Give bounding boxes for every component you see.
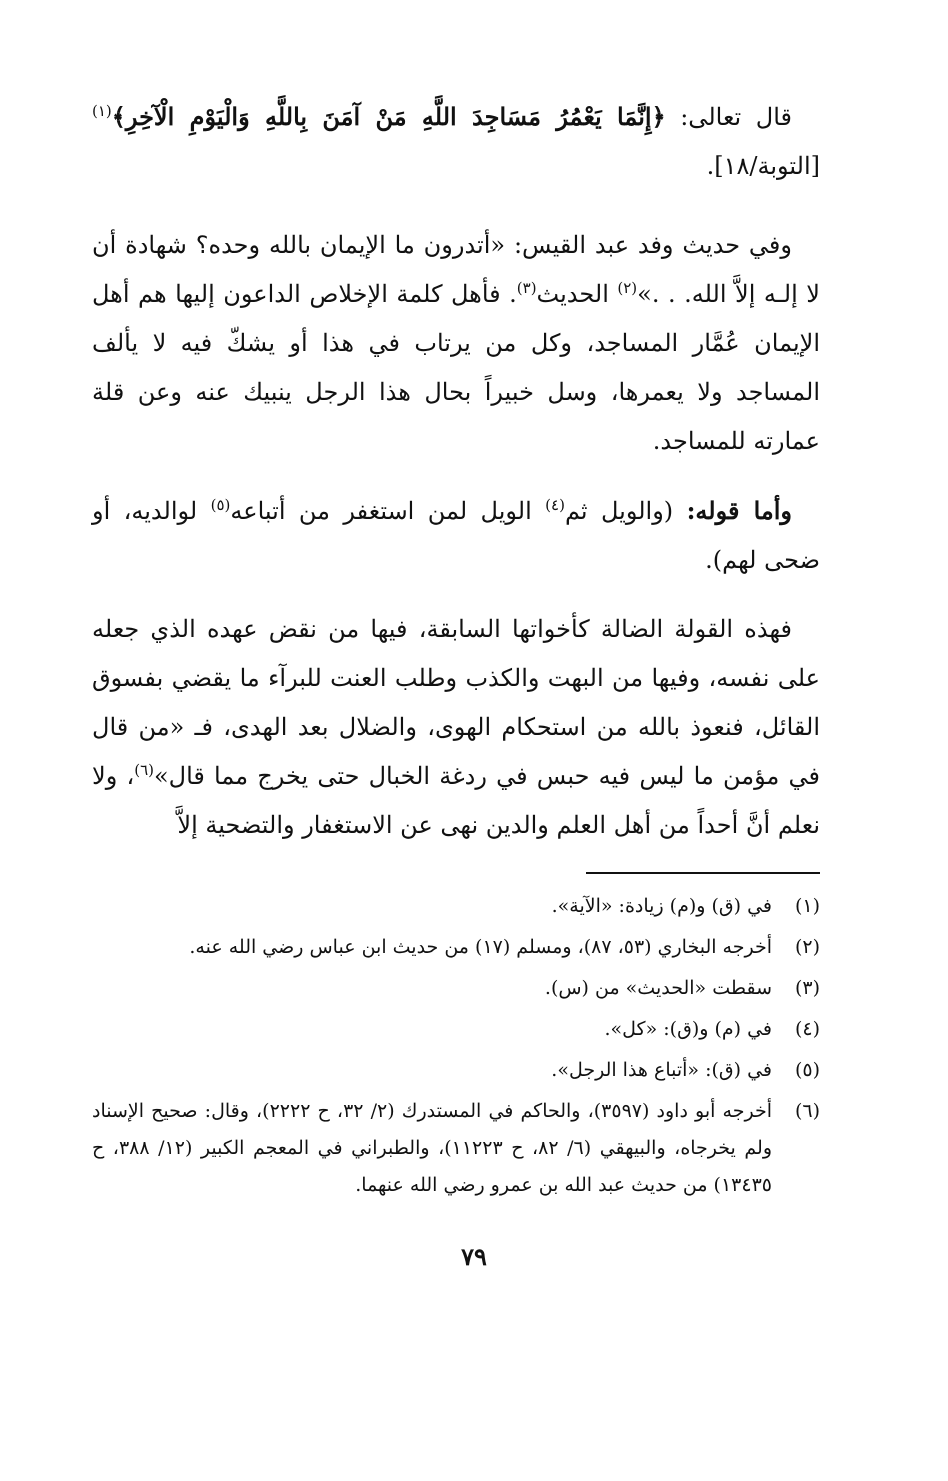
paragraph-text: (والويل ثم	[564, 497, 687, 525]
verse-reference: [التوبة/١٨].	[706, 152, 820, 180]
paragraph-quran-verse	[92, 92, 820, 191]
footnote-ref-3: (٣)	[516, 279, 537, 297]
footnote-item	[92, 929, 820, 966]
footnote-number: (٦)	[794, 1100, 820, 1122]
footnote-text: في (ق) و(م) زيادة: «الآية».	[551, 895, 772, 917]
footnote-number: (٥)	[794, 1059, 820, 1081]
footnote-item	[92, 888, 820, 925]
paragraph-lead: وأما قوله:	[686, 496, 793, 525]
paragraph-text: . فأهل كلمة الإخلاص الداعون إليها هم أهل الإيمان عُمَّار المساجد، وكل من يرتاب في هذا أو يشكّ فيه لا يألف المساجد ولا يعمرها، وسل خبيراً بحال هذا الرجل ينبيك عنه وعن قلة عمارته للمساجد.	[92, 280, 820, 455]
paragraph-text: الحديث	[536, 280, 618, 308]
paragraph-text: لوالديه، أو ضحى لهم).	[92, 497, 820, 574]
verse-intro: قال تعالى:	[665, 103, 792, 131]
footnote-item	[92, 1011, 820, 1048]
paragraph-abd-al-qays	[92, 221, 820, 466]
paragraph-al-qawla-ad-dalla	[92, 605, 820, 850]
footnote-ref-6: (٦)	[134, 761, 154, 779]
paragraph-wa-amma-qawluh	[92, 486, 820, 585]
footnote-number: (٢)	[794, 936, 820, 958]
footnote-item	[92, 970, 820, 1007]
footnote-item	[92, 1093, 820, 1204]
footnote-text: أخرجه البخاري (٥٣، ٨٧)، ومسلم (١٧) من حديث ابن عباس رضي الله عنه.	[189, 936, 772, 958]
footnotes	[92, 888, 820, 1204]
footnote-text: في (م) و(ق): «كل».	[604, 1018, 772, 1040]
paragraph-text: فهذه القولة الضالة كأخواتها السابقة، فيها من نقض عهده الذي جعله على نفسه، وفيها من البهت والكذب وطلب العنت للبرآء ما يقضي بفسوق القائل، فنعوذ بالله من استحكام الهوى، والضلال بعد الهدى، فـ «من قال في مؤمن ما ليس فيه حبس في ردغة الخبال حتى يخرج مما قال»	[92, 615, 821, 790]
footnote-text: سقطت «الحديث» من (س).	[544, 977, 772, 999]
page-number: ٧٩	[461, 1242, 487, 1271]
footnote-number: (٣)	[794, 977, 820, 999]
paragraph-text: ، ولا نعلم أنَّ أحداً من أهل العلم والدين نهى عن الاستغفار والتضحية إلاَّ	[92, 762, 820, 839]
footnote-ref-1: (١)	[92, 102, 112, 120]
page	[92, 92, 820, 1481]
footnote-item	[92, 1052, 820, 1089]
footnote-ref-4: (٤)	[545, 496, 565, 514]
paragraph-text: الويل لمن استغفر من أتباعه	[230, 497, 546, 525]
footnote-separator	[586, 872, 820, 874]
footnote-text: أخرجه أبو داود (٣٥٩٧)، والحاكم في المستدرك (٢/ ٣٢، ح ٢٢٢٢)، وقال: صحيح الإسناد ولم يخرجاه، والبيهقي (٦/ ٨٢، ح ١١٢٢٣)، والطبراني في المعجم الكبير (١٢/ ٣٨٨، ح ١٣٤٣٥) من حديث عبد الله بن عمرو رضي الله عنهما.	[92, 1100, 772, 1196]
main-text	[92, 92, 820, 850]
footnote-number: (٤)	[794, 1018, 820, 1040]
paragraph-text: وفي حديث وفد عبد القيس: «أتدرون ما الإيمان بالله وحده؟ شهادة أن لا إلـه إلاَّ الله. . .»	[92, 231, 820, 308]
footnote-ref-2: (٢)	[617, 279, 638, 297]
footnote-ref-5: (٥)	[210, 496, 231, 514]
footnote-text: في (ق): «أتباع هذا الرجل».	[551, 1059, 772, 1081]
footnote-number: (١)	[794, 895, 820, 917]
quran-verse: ﴿إِنَّمَا يَعْمُرُ مَسَاجِدَ اللَّهِ مَنْ آمَنَ بِاللَّهِ وَالْيَوْمِ الْآخِرِ﴾	[111, 102, 666, 131]
